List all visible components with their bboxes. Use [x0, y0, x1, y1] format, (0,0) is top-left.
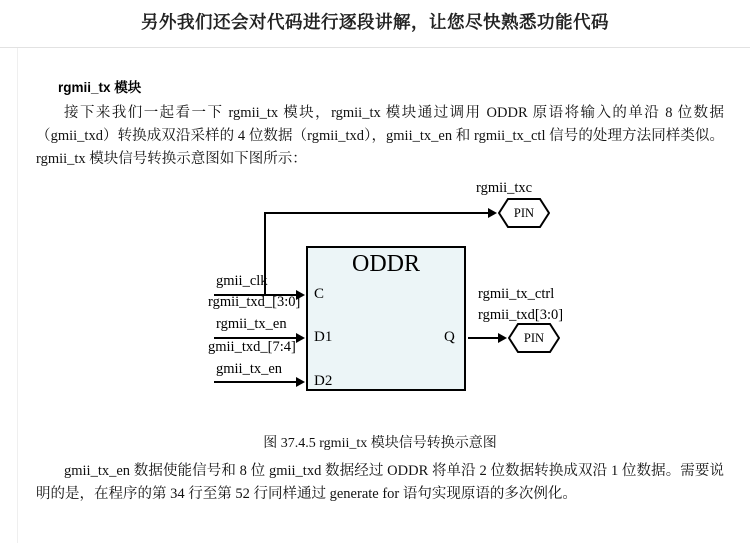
header-divider	[0, 47, 750, 48]
figure-caption: 图 37.4.5 rgmii_tx 模块信号转换示意图	[263, 436, 497, 451]
label-gmii-txd-7-4: gmii_txd_[7:4]	[208, 339, 296, 355]
document-content	[36, 62, 724, 506]
left-margin-rule	[17, 48, 18, 543]
wire-q-output	[468, 337, 502, 339]
arrow-gmii-txd	[296, 377, 305, 387]
section-heading: rgmii_tx 模块	[58, 80, 142, 95]
wire-clk-top-horizontal	[264, 212, 492, 214]
page-header-title: 另外我们还会对代码进行逐段讲解，让您尽快熟悉功能代码	[141, 12, 609, 32]
arrow-q-output	[498, 333, 507, 343]
pin-label-rgmii-txd: PIN	[523, 331, 545, 345]
label-gmii-clk: gmii_clk	[216, 273, 268, 289]
paragraph-intro: 接下来我们一起看一下 rgmii_tx 模块，rgmii_tx 模块通过调用 ODDR 原语将输入的单沿 8 位数据（gmii_txd）转换成双沿采样的 4 位数据（rgmii_txd），gmii_tx_en 和 rgmii_tx_ctl 信号的处理方法同样类似。rgmii_tx 模块信号转换示意图如下图所示：	[36, 105, 724, 167]
label-rgmii-tx-en: rgmii_tx_en	[216, 316, 287, 332]
oddr-block-label: ODDR	[351, 251, 420, 277]
port-label-d1: D1	[314, 329, 333, 345]
arrow-to-rgmii-txc-pin	[488, 208, 497, 218]
figure-rgmii-tx-diagram	[36, 181, 724, 426]
port-label-c: C	[314, 286, 325, 302]
port-label-d2: D2	[314, 373, 333, 389]
port-label-q: Q	[444, 329, 455, 345]
paragraph-explanation: gmii_tx_en 数据使能信号和 8 位 gmii_txd 数据经过 ODDR 将单沿 2 位数据转换成双沿 1 位数据。需要说明的是，在程序的第 34 行至第 52 行同样通过 generate for 语句实现原语的多次例化。	[36, 463, 724, 502]
label-rgmii-txd-3-0: rgmii_txd_[3:0]	[208, 294, 301, 310]
pin-label-rgmii-txc: PIN	[513, 206, 535, 220]
arrow-rgmii-txd	[296, 333, 305, 343]
label-rgmii-txc: rgmii_txc	[476, 180, 533, 196]
wire-gmii-txd	[214, 381, 298, 383]
label-rgmii-txd-out: rgmii_txd[3:0]	[478, 307, 564, 323]
label-rgmii-tx-ctrl: rgmii_tx_ctrl	[478, 286, 555, 302]
label-gmii-tx-en: gmii_tx_en	[216, 361, 283, 377]
